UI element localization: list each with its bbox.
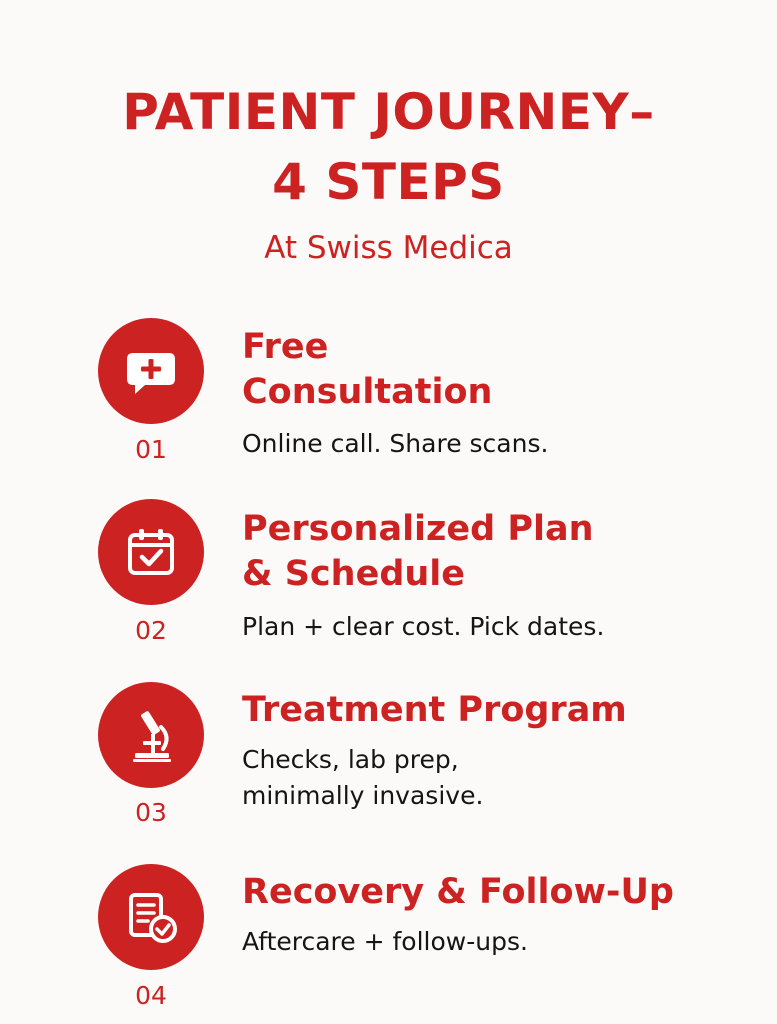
step-4-description bbox=[242, 924, 762, 960]
step-2-title bbox=[242, 507, 762, 597]
step-4-title-line-1: Recovery & Follow-Up bbox=[242, 872, 674, 912]
page-title-line-2: 4 STEPS bbox=[272, 153, 505, 211]
step-2-description-line-1: Plan + clear cost. Pick dates. bbox=[242, 612, 605, 641]
step-2-title-line-2: & Schedule bbox=[242, 554, 466, 594]
calendar-check-icon bbox=[121, 522, 181, 582]
step-3-title-line-1: Treatment Program bbox=[242, 690, 627, 730]
step-3-title bbox=[242, 688, 762, 733]
step-2-number: 02 bbox=[135, 616, 167, 645]
step-1-description-line-1: Online call. Share scans. bbox=[242, 429, 549, 458]
step-3-number: 03 bbox=[135, 798, 167, 827]
step-1-number: 01 bbox=[135, 435, 167, 464]
page-title-line-1: PATIENT JOURNEY– bbox=[122, 83, 655, 141]
step-1-title-line-1: Free bbox=[242, 327, 329, 367]
step-4-number: 04 bbox=[135, 981, 167, 1010]
step-3-badge bbox=[98, 682, 204, 788]
step-3-description-line-1: Checks, lab prep, bbox=[242, 745, 459, 774]
step-3-description-line-2: minimally invasive. bbox=[242, 781, 484, 810]
step-4-description-line-1: Aftercare + follow-ups. bbox=[242, 927, 528, 956]
step-4-badge bbox=[98, 864, 204, 970]
step-1-title-line-2: Consultation bbox=[242, 372, 493, 412]
step-1-badge bbox=[98, 318, 204, 424]
microscope-icon bbox=[121, 705, 181, 765]
step-1-description bbox=[242, 426, 762, 462]
chat-plus-icon bbox=[121, 341, 181, 401]
step-2-title-line-1: Personalized Plan bbox=[242, 509, 594, 549]
step-1-title bbox=[242, 325, 762, 415]
page-subtitle: At Swiss Medica bbox=[264, 230, 513, 266]
step-4-title bbox=[242, 870, 762, 915]
step-3-description bbox=[242, 742, 762, 814]
step-2-badge bbox=[98, 499, 204, 605]
document-check-icon bbox=[121, 887, 181, 947]
step-2-description bbox=[242, 609, 762, 645]
